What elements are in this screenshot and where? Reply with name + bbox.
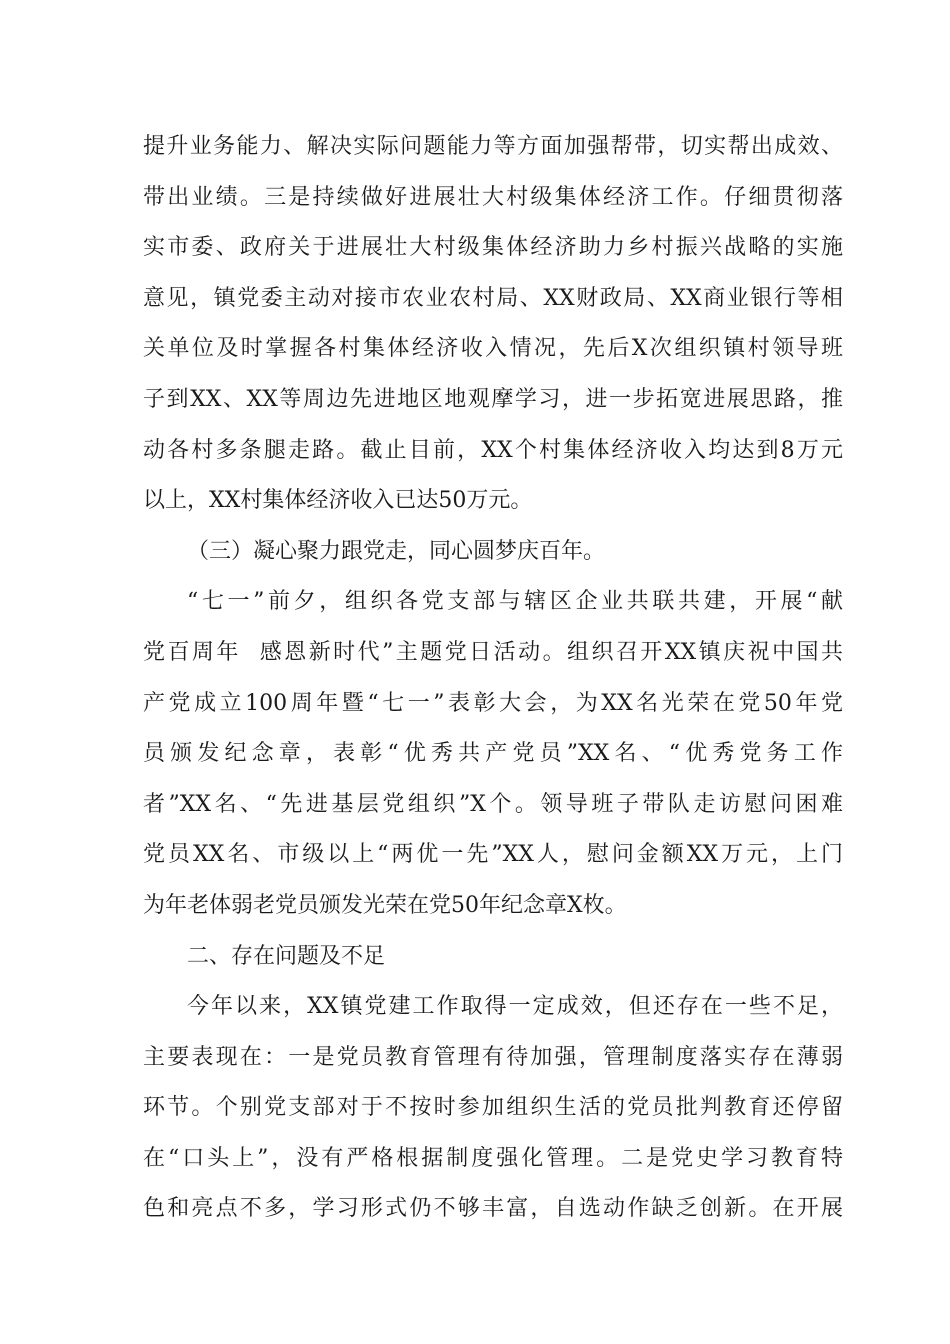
text-line: “七一”前夕，组织各党支部与辖区企业共联共建，开展“献 bbox=[187, 589, 843, 615]
text-line: 提升业务能力、解决实际问题能力等方面加强帮带，切实帮出成效、 bbox=[143, 134, 843, 159]
text-line: 党员XX名、市级以上“两优一先”XX人，慰问金额XX万元，上门 bbox=[143, 842, 843, 868]
body-text bbox=[143, 131, 843, 1244]
text-line: 环节。个别党支部对于不按时参加组织生活的党员批判教育还停留 bbox=[143, 1095, 843, 1121]
text-line: 带出业绩。三是持续做好进展壮大村级集体经济工作。仔细贯彻落 bbox=[143, 184, 843, 210]
text-line: 以上，XX村集体经济收入已达50万元。 bbox=[143, 488, 533, 514]
section-heading: 二、存在问题及不足 bbox=[187, 943, 386, 969]
text-line: 动各村多条腿走路。截止目前，XX个村集体经济收入均达到8万元 bbox=[143, 437, 843, 463]
text-line: 子到XX、XX等周边先进地区地观摩学习，进一步拓宽进展思路，推 bbox=[143, 386, 843, 412]
section-heading: （三）凝心聚力跟党走，同心圆梦庆百年。 bbox=[187, 538, 606, 564]
text-line: 意见，镇党委主动对接市农业农村局、XX财政局、XX商业银行等相 bbox=[143, 285, 843, 311]
text-line: 者”XX名、“先进基层党组织”X个。领导班子带队走访慰问困难 bbox=[143, 791, 843, 817]
text-line: 实市委、政府关于进展壮大村级集体经济助力乡村振兴战略的实施 bbox=[143, 235, 843, 261]
text-line: 主要表现在：一是党员教育管理有待加强，管理制度落实存在薄弱 bbox=[143, 1044, 843, 1070]
text-line: 今年以来，XX镇党建工作取得一定成效，但还存在一些不足， bbox=[187, 994, 843, 1020]
text-line: 党百周年 感恩新时代”主题党日活动。组织召开XX镇庆祝中国共 bbox=[143, 639, 843, 665]
text-line: 为年老体弱老党员颁发光荣在党50年纪念章X枚。 bbox=[143, 892, 627, 918]
text-line: 产党成立100周年暨“七一”表彰大会，为XX名光荣在党50年党 bbox=[143, 690, 843, 716]
text-line: 色和亮点不多，学习形式仍不够丰富，自选动作缺乏创新。在开展 bbox=[143, 1196, 843, 1222]
text-line: 在“口头上”，没有严格根据制度强化管理。二是党史学习教育特 bbox=[143, 1145, 843, 1171]
text-line: 员颁发纪念章，表彰“优秀共产党员”XX名、“优秀党务工作 bbox=[143, 741, 843, 767]
text-line: 关单位及时掌握各村集体经济收入情况，先后X次组织镇村领导班 bbox=[143, 336, 843, 362]
